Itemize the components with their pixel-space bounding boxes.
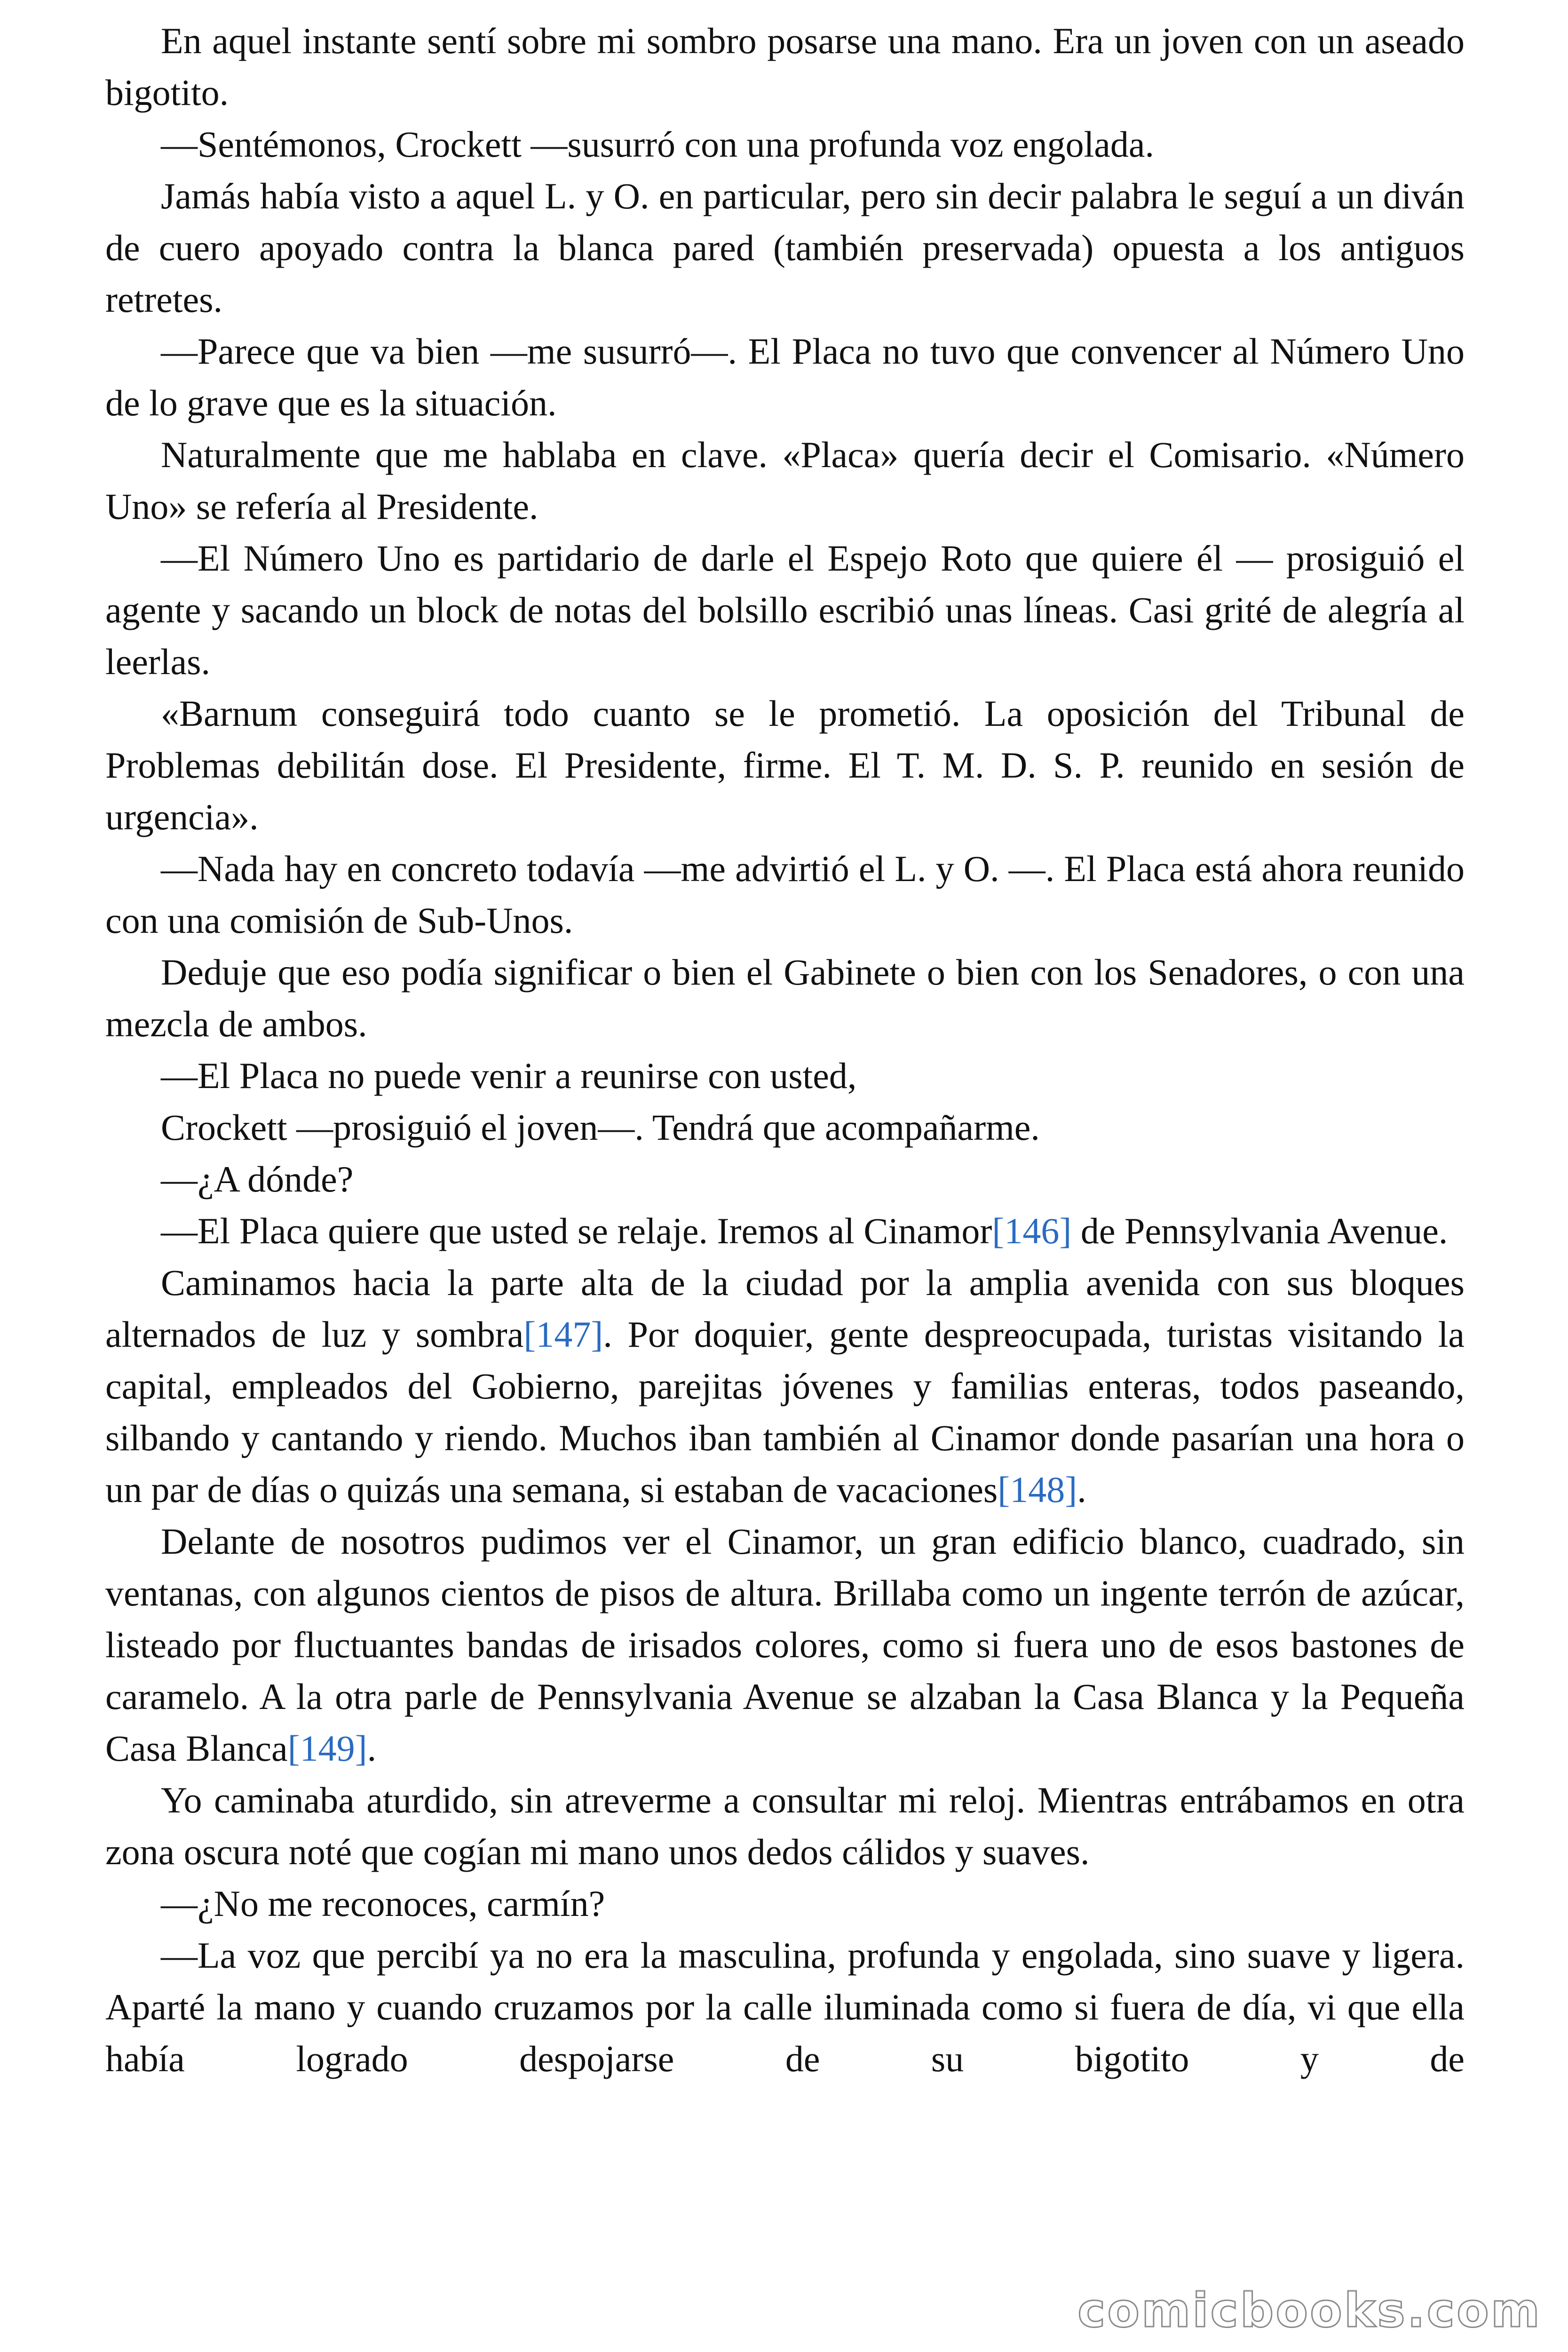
paragraph-3: Jamás había visto a aquel L. y O. en particular, pero sin decir palabra le seguí a un diván de cuero apoyado contra la blanca pared (también preservada) opuesta a los antiguos retretes. <box>105 175 1465 320</box>
paragraph-14-text-a: Caminamos hacia la parte alta de la ciudad por la amplia avenida con sus bloques alternados de luz y sombra <box>105 1262 1465 1355</box>
footnote-link-146[interactable]: [146] <box>992 1210 1072 1251</box>
watermark: comicbooks.com <box>1077 2283 1542 2338</box>
paragraph-11: Crockett —prosiguió el joven—. Tendrá que acompañarme. <box>161 1107 1040 1148</box>
paragraph-4: —Parece que va bien —me susurró—. El Placa no tuvo que convencer al Número Uno de lo grave que es la situación. <box>105 331 1465 423</box>
paragraph-6: —El Número Uno es partidario de darle el Espejo Roto que quiere él — prosiguió el agente y sacando un block de notas del bolsillo escribió unas líneas. Casi grité de alegría al leerlas. <box>105 538 1465 682</box>
paragraph-15-text-end: . <box>367 1728 377 1769</box>
footnote-link-147[interactable]: [147] <box>523 1314 603 1355</box>
paragraph-2: —Sentémonos, Crockett —susurró con una profunda voz engolada. <box>161 124 1155 165</box>
paragraph-18: —La voz que percibí ya no era la masculina, profunda y engolada, sino suave y ligera. Aparté la mano y cuando cruzamos por la calle iluminada como si fuera de día, vi que ella había logrado despojarse de su bigotito y de <box>105 1935 1465 2079</box>
paragraph-13-text-end: de Pennsylvania Avenue. <box>1071 1210 1448 1251</box>
paragraph-9: Deduje que eso podía significar o bien el Gabinete o bien con los Senadores, o con una mezcla de ambos. <box>105 952 1465 1044</box>
paragraph-13 <box>105 1205 1465 1257</box>
paragraph-14-text-c: . <box>1077 1469 1086 1510</box>
paragraph-16: Yo caminaba aturdido, sin atreverme a consultar mi reloj. Mientras entrábamos en otra zona oscura noté que cogían mi mano unos dedos cálidos y suaves. <box>105 1780 1465 1872</box>
paragraph-1: En aquel instante sentí sobre mi sombro posarse una mano. Era un joven con un aseado bigotito. <box>105 20 1465 113</box>
paragraph-10: —El Placa no puede venir a reunirse con usted, <box>161 1055 857 1096</box>
paragraph-17: —¿No me reconoces, carmín? <box>161 1883 605 1924</box>
footnote-link-148[interactable]: [148] <box>998 1469 1077 1510</box>
paragraph-12: —¿A dónde? <box>161 1159 354 1200</box>
paragraph-7: «Barnum conseguirá todo cuanto se le prometió. La oposición del Tribunal de Problemas debilitán dose. El Presidente, firme. El T. M. D. S. P. reunido en sesión de urgencia». <box>105 693 1465 837</box>
paragraph-5: Naturalmente que me hablaba en clave. «Placa» quería decir el Comisario. «Número Uno» se refería al Presidente. <box>105 434 1465 527</box>
paragraph-14-text-b: . Por doquier, gente despreocupada, turistas visitando la capital, empleados del Gobierno, parejitas jóvenes y familias enteras, todos paseando, silbando y cantando y riendo. Muchos iban también al Cinamor donde pasarían una hora o un par de días o quizás una semana, si estaban de vacaciones <box>105 1314 1465 1510</box>
paragraph-15-text: Delante de nosotros pudimos ver el Cinamor, un gran edificio blanco, cuadrado, sin ventanas, con algunos cientos de pisos de altura. Brillaba como un ingente terrón de azúcar, listeado por fluctuantes bandas de irisados colores, como si fuera uno de esos bastones de caramelo. A la otra parle de Pennsylvania Avenue se alzaban la Casa Blanca y la Pequeña Casa Blanca <box>105 1521 1465 1769</box>
footnote-link-149[interactable]: [149] <box>287 1728 367 1769</box>
book-page <box>105 15 1465 2085</box>
paragraph-13-text: —El Placa quiere que usted se relaje. Iremos al Cinamor <box>161 1210 992 1251</box>
paragraph-8: —Nada hay en concreto todavía —me advirtió el L. y O. —. El Placa está ahora reunido con una comisión de Sub-Unos. <box>105 848 1465 941</box>
paragraph-15 <box>105 1516 1465 1774</box>
paragraph-14 <box>105 1257 1465 1516</box>
